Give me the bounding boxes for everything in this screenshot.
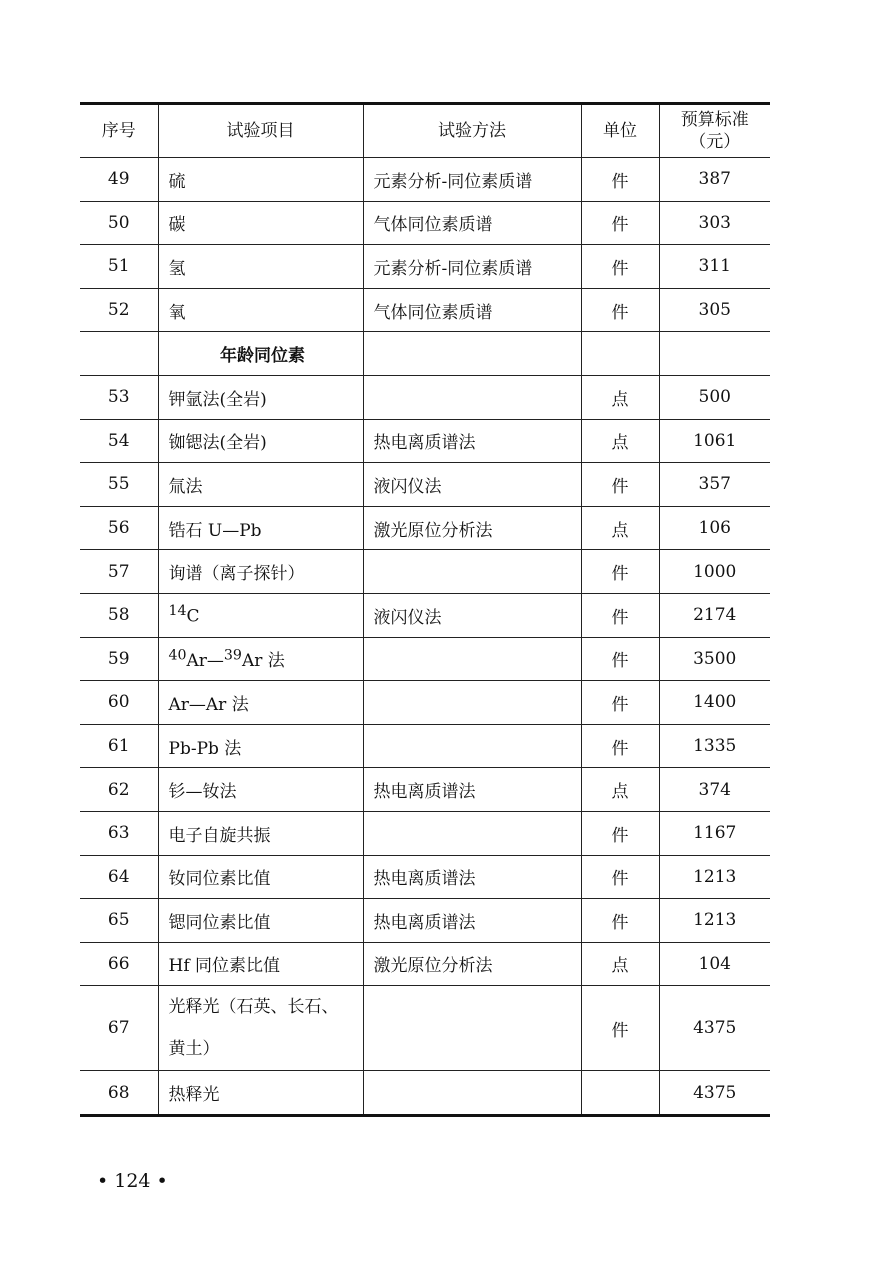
row-unit: 件: [581, 201, 659, 245]
row-item-line1: 光释光（石英、长石、: [168, 997, 339, 1018]
table-row: [80, 593, 770, 637]
row-item: 钕同位素比值: [158, 855, 363, 899]
row-item-line2: 黄土）: [168, 1039, 220, 1060]
row-item: 钾氩法(全岩): [158, 375, 363, 419]
row-price: 2174: [659, 593, 770, 637]
table-row: [80, 768, 770, 812]
row-item: 碳: [158, 201, 363, 245]
row-unit: 点: [581, 506, 659, 550]
table-row: [80, 288, 770, 332]
row-no: 52: [80, 288, 158, 332]
table-row: [80, 811, 770, 855]
row-price: 387: [659, 158, 770, 202]
row-item: Hf 同位素比值: [158, 942, 363, 986]
table-row: [80, 463, 770, 507]
row-method: 元素分析-同位素质谱: [363, 245, 581, 289]
row-unit: [581, 332, 659, 376]
row-price: 1335: [659, 724, 770, 768]
table-row: [80, 506, 770, 550]
row-no: 60: [80, 681, 158, 725]
row-item: [158, 986, 363, 1071]
row-method: [363, 637, 581, 681]
isotope-mass-superscript: 39: [223, 647, 242, 664]
section-header-row: [80, 332, 770, 376]
row-unit: 件: [581, 986, 659, 1071]
row-item: 询谱（离子探针）: [158, 550, 363, 594]
row-method: [363, 681, 581, 725]
row-method: 气体同位素质谱: [363, 201, 581, 245]
table-header-row: [80, 104, 770, 158]
page-number: • 124 •: [97, 1170, 168, 1192]
row-price: 1213: [659, 855, 770, 899]
row-no: 51: [80, 245, 158, 289]
row-unit: 点: [581, 942, 659, 986]
row-no: 61: [80, 724, 158, 768]
row-item-text: C: [186, 607, 200, 628]
row-price: 3500: [659, 637, 770, 681]
row-price: 500: [659, 375, 770, 419]
row-item: 热释光: [158, 1071, 363, 1116]
row-unit: 件: [581, 245, 659, 289]
row-no: 62: [80, 768, 158, 812]
row-price: 305: [659, 288, 770, 332]
table-row: [80, 419, 770, 463]
row-method: [363, 811, 581, 855]
table-row: [80, 899, 770, 943]
row-method: [363, 332, 581, 376]
budget-table-container: [80, 102, 770, 1117]
table-row: [80, 942, 770, 986]
row-method: [363, 375, 581, 419]
row-no: 49: [80, 158, 158, 202]
table-row: [80, 550, 770, 594]
row-unit: 件: [581, 550, 659, 594]
row-price: 374: [659, 768, 770, 812]
header-no: 序号: [80, 104, 158, 158]
row-price: 1213: [659, 899, 770, 943]
row-unit: 件: [581, 724, 659, 768]
row-price: 357: [659, 463, 770, 507]
row-method: 激光原位分析法: [363, 942, 581, 986]
table-row: [80, 855, 770, 899]
row-price: 1400: [659, 681, 770, 725]
isotope-mass-superscript: 14: [168, 603, 187, 620]
table-row: [80, 681, 770, 725]
row-unit: 件: [581, 288, 659, 332]
row-unit: 件: [581, 593, 659, 637]
row-item: 氚法: [158, 463, 363, 507]
row-price: 303: [659, 201, 770, 245]
row-unit: 件: [581, 681, 659, 725]
row-unit: 件: [581, 463, 659, 507]
row-no: 53: [80, 375, 158, 419]
row-method: [363, 1071, 581, 1116]
row-no: 57: [80, 550, 158, 594]
table-row: [80, 375, 770, 419]
row-price: 4375: [659, 986, 770, 1071]
row-method: [363, 550, 581, 594]
row-unit: 件: [581, 158, 659, 202]
row-unit: 件: [581, 637, 659, 681]
table-row: [80, 1071, 770, 1116]
row-method: 液闪仪法: [363, 593, 581, 637]
table-row: [80, 986, 770, 1071]
row-item: Pb-Pb 法: [158, 724, 363, 768]
row-no: 68: [80, 1071, 158, 1116]
row-price: 4375: [659, 1071, 770, 1116]
row-item: 铷锶法(全岩): [158, 419, 363, 463]
header-price-line2: （元）: [689, 132, 741, 152]
row-item-text: Ar—: [186, 651, 224, 672]
header-price-line1: 预算标准: [680, 110, 749, 130]
row-method: [363, 724, 581, 768]
row-method: 热电离质谱法: [363, 768, 581, 812]
row-no: 58: [80, 593, 158, 637]
row-item-text: Ar 法: [241, 651, 285, 672]
row-item: 硫: [158, 158, 363, 202]
header-price: [659, 104, 770, 158]
row-price: 106: [659, 506, 770, 550]
row-price: [659, 332, 770, 376]
budget-table: [80, 102, 770, 1117]
row-no: 56: [80, 506, 158, 550]
row-item: 锶同位素比值: [158, 899, 363, 943]
table-row: [80, 724, 770, 768]
row-price: 1000: [659, 550, 770, 594]
row-no: 65: [80, 899, 158, 943]
row-unit: 件: [581, 811, 659, 855]
row-unit: 点: [581, 419, 659, 463]
row-no: 63: [80, 811, 158, 855]
row-unit: 件: [581, 855, 659, 899]
row-method: 气体同位素质谱: [363, 288, 581, 332]
row-method: 元素分析-同位素质谱: [363, 158, 581, 202]
table-row: [80, 245, 770, 289]
row-item: 锆石 U—Pb: [158, 506, 363, 550]
row-unit: [581, 1071, 659, 1116]
row-item: [158, 637, 363, 681]
row-item: Ar—Ar 法: [158, 681, 363, 725]
row-method: [363, 986, 581, 1071]
row-item: [158, 593, 363, 637]
row-no: 55: [80, 463, 158, 507]
header-unit: 单位: [581, 104, 659, 158]
row-price: 1061: [659, 419, 770, 463]
row-method: 热电离质谱法: [363, 419, 581, 463]
table-row: [80, 637, 770, 681]
row-item: 氧: [158, 288, 363, 332]
row-no: 67: [80, 986, 158, 1071]
row-method: 热电离质谱法: [363, 899, 581, 943]
row-no: [80, 332, 158, 376]
row-no: 64: [80, 855, 158, 899]
header-item: 试验项目: [158, 104, 363, 158]
row-item: 电子自旋共振: [158, 811, 363, 855]
row-price: 311: [659, 245, 770, 289]
row-unit: 点: [581, 768, 659, 812]
row-no: 50: [80, 201, 158, 245]
header-method: 试验方法: [363, 104, 581, 158]
row-method: 热电离质谱法: [363, 855, 581, 899]
table-row: [80, 158, 770, 202]
isotope-mass-superscript: 40: [168, 647, 187, 664]
section-title: 年龄同位素: [158, 332, 363, 376]
row-no: 54: [80, 419, 158, 463]
row-unit: 件: [581, 899, 659, 943]
row-no: 66: [80, 942, 158, 986]
row-price: 104: [659, 942, 770, 986]
row-item: 钐—钕法: [158, 768, 363, 812]
table-row: [80, 201, 770, 245]
row-price: 1167: [659, 811, 770, 855]
row-method: 激光原位分析法: [363, 506, 581, 550]
row-unit: 点: [581, 375, 659, 419]
row-method: 液闪仪法: [363, 463, 581, 507]
row-no: 59: [80, 637, 158, 681]
row-item: 氢: [158, 245, 363, 289]
